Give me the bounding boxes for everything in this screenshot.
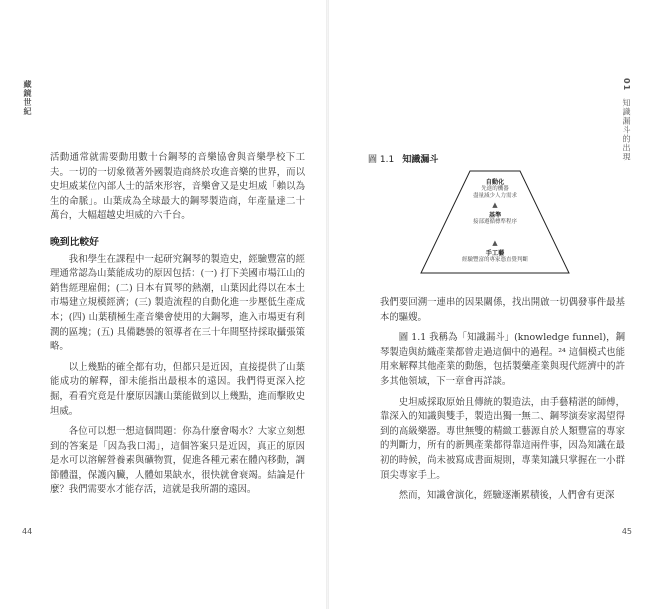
- left-page-body: [50, 151, 305, 498]
- funnel-stage-heuristic: 基準 接部遵循標準程序: [472, 212, 517, 225]
- chapter-title: 知識漏斗的出現: [622, 98, 631, 162]
- left-running-head: 藏鏡世紀: [23, 80, 32, 116]
- left-page-number: 44: [22, 527, 33, 536]
- right-paragraph-2: 圖 1.1 我稱為「知識漏斗」(knowledge funnel)，鋼琴製造與紡織產業都曾走過這個中的過程。²⁴ 這個模式也能用來解釋其他產業的動態，包括製藥產業與現代經濟中的許多其他領域，下一章會再詳談。: [380, 332, 625, 387]
- book-gutter: [326, 0, 329, 609]
- arrow-up-icon: ▲: [492, 239, 498, 247]
- knowledge-funnel-diagram: [420, 170, 570, 274]
- funnel-stage-automation: 自動化 先進的機器 盡量減少人力需求: [472, 179, 517, 199]
- chapter-number: 01: [622, 78, 631, 92]
- right-page-body: [380, 296, 625, 504]
- right-paragraph-4: 然而，知識會演化，經驗逐漸累積後，人們會有更深: [398, 490, 615, 502]
- left-paragraph-4: 各位可以想一想這個問題：你為什麼會喝水？大家立刻想到的答案是「因為我口渴」，這個答案只是近因，真正的原因是水可以溶解營養素與礦物質，促進各種元素在體內移動，調節體溫，保護內臟，人體如果缺水，很快就會衰竭。結論是什麼？我們需要水才能存活，這就是我所謂的遠因。: [50, 426, 305, 496]
- left-paragraph-3: 以上幾點的確全都有功，但都只是近因，直接提供了山葉能成功的解釋，卻未能指出最根本的遠因。我們得更深入挖掘，看看究竟是什麼原因讓山葉能做到以上幾點，進而擊敗史坦威。: [50, 361, 305, 417]
- section-heading: 晚到比較好: [50, 236, 99, 248]
- right-page-number: 45: [621, 527, 632, 536]
- right-paragraph-3: 史坦威採取原始且傳統的製造法，由手藝精湛的師傅，靠深入的知識與雙手，製造出獨一無二、鋼琴演奏家渴望得到的高級樂器。專世無雙的精緻工藝源自於人類豐富的專家的判斷力，所有的新興產業都得靠這兩件事，因為知識在最初的時候，尚未被寫成書面規則，專業知識只掌握在一小群頂尖專家手上。: [380, 396, 625, 481]
- arrow-up-icon: ▲: [492, 201, 498, 209]
- left-paragraph-2: 我和學生在課程中一起研究鋼琴的製造史，經驗豐富的經理通常認為山葉能成功的原因包括：(一) 打下美國市場江山的銷售經理雇佣；(二) 日本有買琴的熱潮，山葉因此得以在本土市場建立規模經濟；(三) 製造流程的自動化進一步壓低生產成本；(四) 山葉積極生產音樂會使用的大鋼琴，進入市場更有利潤的區塊；(五) 具備聽曇的領導者在三十年間堅持採取攝張策略。: [50, 253, 305, 353]
- figure-title: 知識漏斗: [402, 155, 439, 165]
- right-paragraph-1: 我們要回溯一連串的因果關係，找出開啟一切偶發事件最基本的驅嫂。: [380, 297, 625, 323]
- funnel-stage-craft: 手工藝 經驗豐富的專家憑直覺判斷: [461, 250, 528, 263]
- left-paragraph-1: 活動通常就需要動用數十台鋼琴的音樂協會與音樂學校下工夫。一切的一切象徵著外國製造商終於攻進音樂的世界，而以史坦威某位內部人士的話來形容，音樂會又是史坦威「賴以為生的命脈」。山葉成為全球最大的鋼琴製造商，年產量達二十萬台，大幅超越史坦威的六千台。: [50, 152, 305, 222]
- figure-caption: [368, 152, 438, 165]
- right-running-head: [621, 78, 632, 162]
- figure-label: 圖 1.1: [368, 155, 395, 165]
